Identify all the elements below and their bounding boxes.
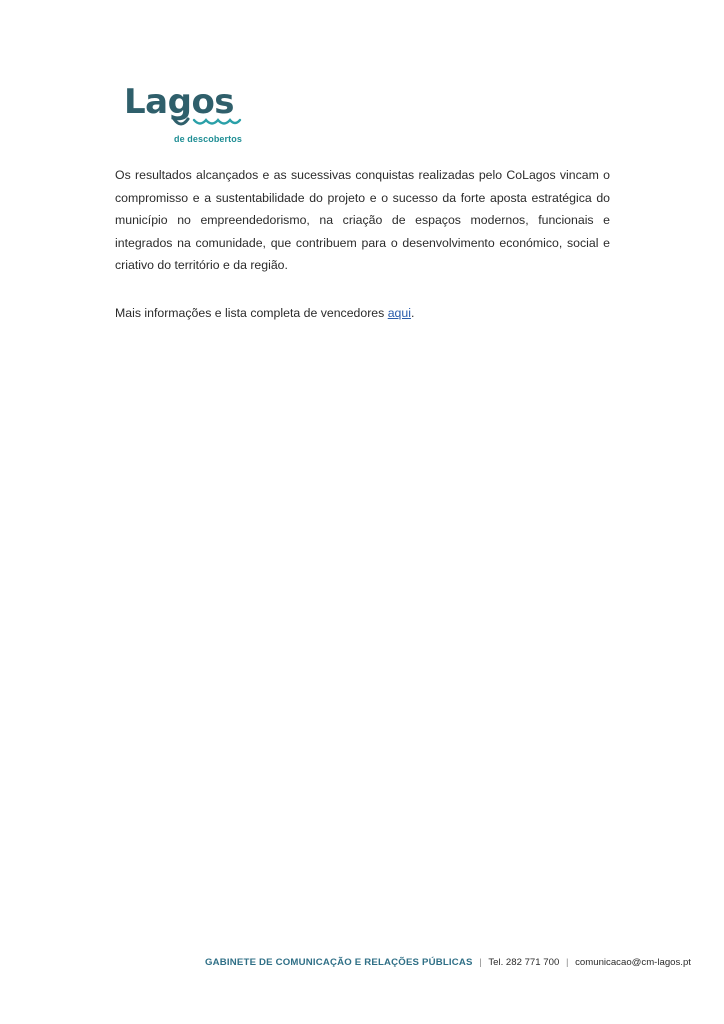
footer-separator: |: [479, 957, 482, 968]
page-footer: [205, 956, 691, 970]
winners-list-link[interactable]: aqui: [387, 306, 411, 320]
footer-phone: Tel. 282 771 700: [488, 957, 560, 968]
logo-tagline: de descobertos: [174, 134, 242, 144]
lagos-logo: [124, 82, 264, 148]
footer-department: GABINETE DE COMUNICAÇÃO E RELAÇÕES PÚBLICAS: [205, 957, 473, 968]
more-info-text: Mais informações e lista completa de vencedores: [115, 306, 388, 320]
logo-wordmark: Lagos: [124, 82, 235, 122]
more-info-period: .: [410, 306, 415, 320]
waves-icon: [172, 116, 242, 130]
footer-separator-2: |: [565, 957, 569, 968]
more-info-line: [115, 302, 414, 324]
main-content: [115, 164, 610, 277]
results-paragraph: Os resultados alcançados e as sucessivas conquistas realizadas pelo CoLagos vincam o compromisso e a sustentabilidade do projeto e o sucesso da forte aposta estratégica do município no empreendedorismo, na criação de espaços modernos, funcionais e integrados na comunidade, que contribuem para o desenvolvimento económico, social e criativo do território e da região.: [115, 168, 610, 272]
footer-email: comunicacao@cm-lagos.pt: [575, 957, 691, 968]
